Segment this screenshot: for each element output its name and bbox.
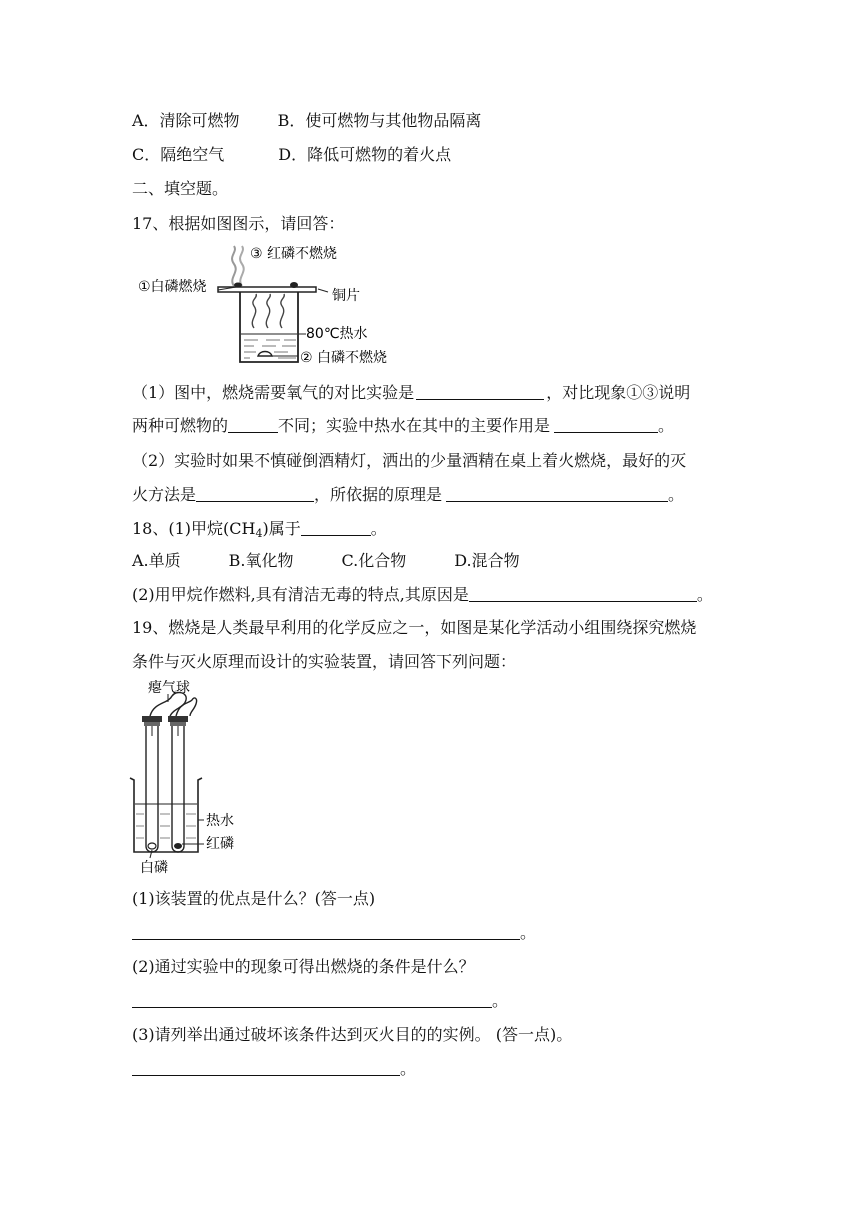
red-phosphorus xyxy=(290,282,298,288)
q19-stem-line1: 19、燃烧是人类最早利用的化学反应之一，如图是某化学活动小组围绕探究燃烧 xyxy=(132,618,697,637)
q17-stem: 17、根据如图图示，请回答： xyxy=(132,214,345,233)
label-hot-water: 80℃热水 xyxy=(306,326,368,342)
answer-blank[interactable] xyxy=(446,485,668,502)
q17-figure xyxy=(138,242,408,370)
q19-sub1-answer: 。 xyxy=(132,922,536,944)
q18-options: A.单质 B.氧化物 C.化合物 D.混合物 xyxy=(132,551,520,570)
answer-blank[interactable] xyxy=(132,923,520,940)
q18-stem: 18、(1)甲烷$(CH_4)$属于 。 xyxy=(132,519,387,540)
beaker xyxy=(130,778,202,852)
label-hot-water: 热水 xyxy=(206,813,234,829)
q17-part1-line1: （1）图中，燃烧需要氧气的对比实验是 ，对比现象①③说明 xyxy=(132,383,691,402)
label-white-phosphorus: 白磷 xyxy=(140,860,168,876)
q19-figure xyxy=(128,680,278,880)
q19-sub3-answer: 。 xyxy=(132,1058,416,1080)
label-white-phosphorus-burning: ①白磷燃烧 xyxy=(138,279,207,295)
q19-sub1: (1)该装置的优点是什么？(答一点) xyxy=(132,889,376,908)
test-tube-left xyxy=(146,726,158,852)
answer-blank[interactable] xyxy=(554,416,658,433)
answer-blank[interactable] xyxy=(132,1059,400,1076)
answer-blank[interactable] xyxy=(469,585,697,602)
q18-part2: (2)用甲烷作燃料,具有清洁无毒的特点,其原因是 。 xyxy=(132,585,713,604)
option-a: A．清除可燃物 xyxy=(132,111,240,130)
option-c: C．隔绝空气 xyxy=(132,145,225,164)
white-phosphorus-water xyxy=(258,352,272,357)
white-phosphorus xyxy=(148,843,156,849)
option-row-1 xyxy=(132,110,481,132)
q19-sub3: (3)请列举出通过破坏该条件达到灭火目的的实例。 (答一点)。 xyxy=(132,1025,573,1044)
label-white-phosphorus-water: ② 白磷不燃烧 xyxy=(300,350,388,366)
answer-blank[interactable] xyxy=(301,519,371,536)
q17-part2-line1: （2）实验时如果不慎碰倒酒精灯，洒出的少量酒精在桌上着火燃烧，最好的灭 xyxy=(132,451,687,470)
option-d: D．降低可燃物的着火点 xyxy=(278,145,452,164)
label-red-phosphorus: ③ 红磷不燃烧 xyxy=(250,246,338,262)
test-tube-right xyxy=(172,726,184,852)
option-row-2 xyxy=(132,144,451,166)
q19-sub2-answer: 。 xyxy=(132,990,508,1012)
answer-blank[interactable] xyxy=(196,485,314,502)
smoke-icon xyxy=(232,246,236,286)
label-red-phosphorus: 红磷 xyxy=(206,836,234,852)
answer-blank[interactable] xyxy=(132,991,492,1008)
red-phosphorus xyxy=(174,843,182,849)
stopper xyxy=(142,716,162,722)
q19-stem-line2: 条件与灭火原理而设计的实验装置，请回答下列问题： xyxy=(132,652,517,671)
section-heading: 二、填空题。 xyxy=(132,179,229,198)
option-b: B．使可燃物与其他物品隔离 xyxy=(277,111,482,130)
q17-part2-line2: 火方法是 ，所依据的原理是 。 xyxy=(132,485,685,504)
beaker xyxy=(240,292,298,362)
answer-blank[interactable] xyxy=(416,383,544,400)
q19-sub2: (2)通过实验中的现象可得出燃烧的条件是什么？ xyxy=(132,957,475,976)
label-copper-plate: 铜片 xyxy=(332,288,360,304)
q17-part1-line2: 两种可燃物的 不同；实验中热水在其中的主要作用是 。 xyxy=(132,416,675,435)
label-balloon: 瘪气球 xyxy=(148,680,190,696)
answer-blank[interactable] xyxy=(228,416,278,433)
